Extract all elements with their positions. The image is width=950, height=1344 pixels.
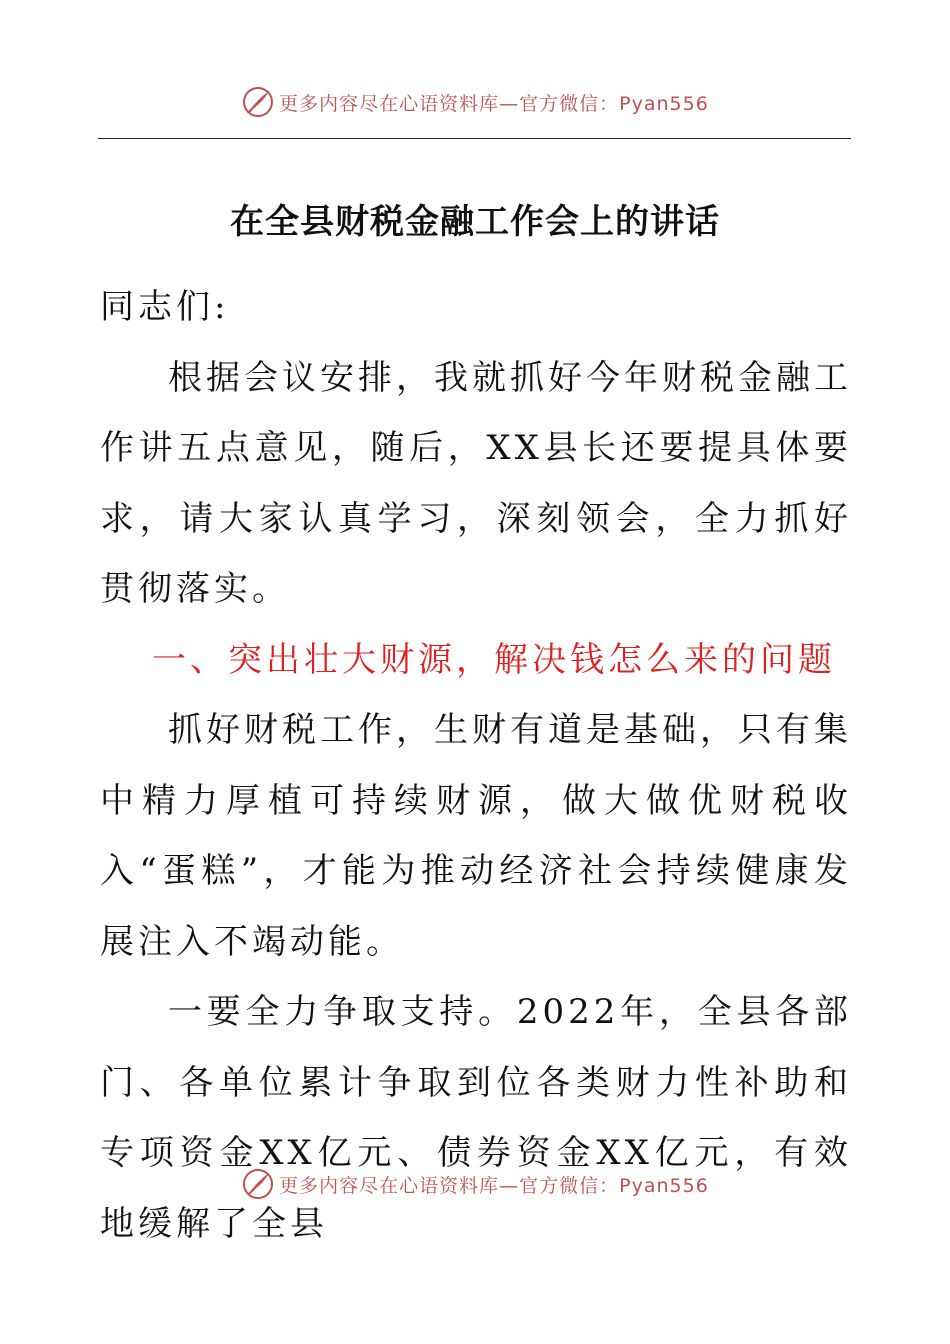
header-watermark	[0, 82, 950, 122]
paragraph: 抓好财税工作，生财有道是基础，只有集中精力厚植可持续财源，做大做优财税收入“蛋糕”，才能为推动经济社会持续健康发展注入不竭动能。	[100, 710, 852, 962]
quill-logo-icon	[241, 85, 275, 119]
document-body	[100, 272, 852, 1259]
paragraph: 根据会议安排，我就抓好今年财税金融工作讲五点意见，随后，XX县长还要提具体要求，请大家认真学习，深刻领会，全力抓好贯彻落实。	[100, 357, 852, 609]
watermark-text: 更多内容尽在心语资料库—官方微信：Pyan556	[279, 1174, 709, 1197]
quill-logo-icon	[241, 1167, 275, 1201]
paragraph: 一要全力争取支持。2022年，全县各部门、各单位累计争取到位各类财力性补助和专项资金XX亿元、债券资金XX亿元，有效地缓解了全县	[100, 992, 852, 1244]
section-heading: 一、突出壮大财源，解决钱怎么来的问题	[152, 639, 836, 680]
page-title: 在全县财税金融工作会上的讲话	[230, 202, 720, 242]
watermark-text: 更多内容尽在心语资料库—官方微信：Pyan556	[279, 92, 709, 115]
header-divider	[98, 138, 851, 139]
salutation: 同志们:	[100, 287, 230, 327]
footer-watermark	[0, 1164, 950, 1204]
